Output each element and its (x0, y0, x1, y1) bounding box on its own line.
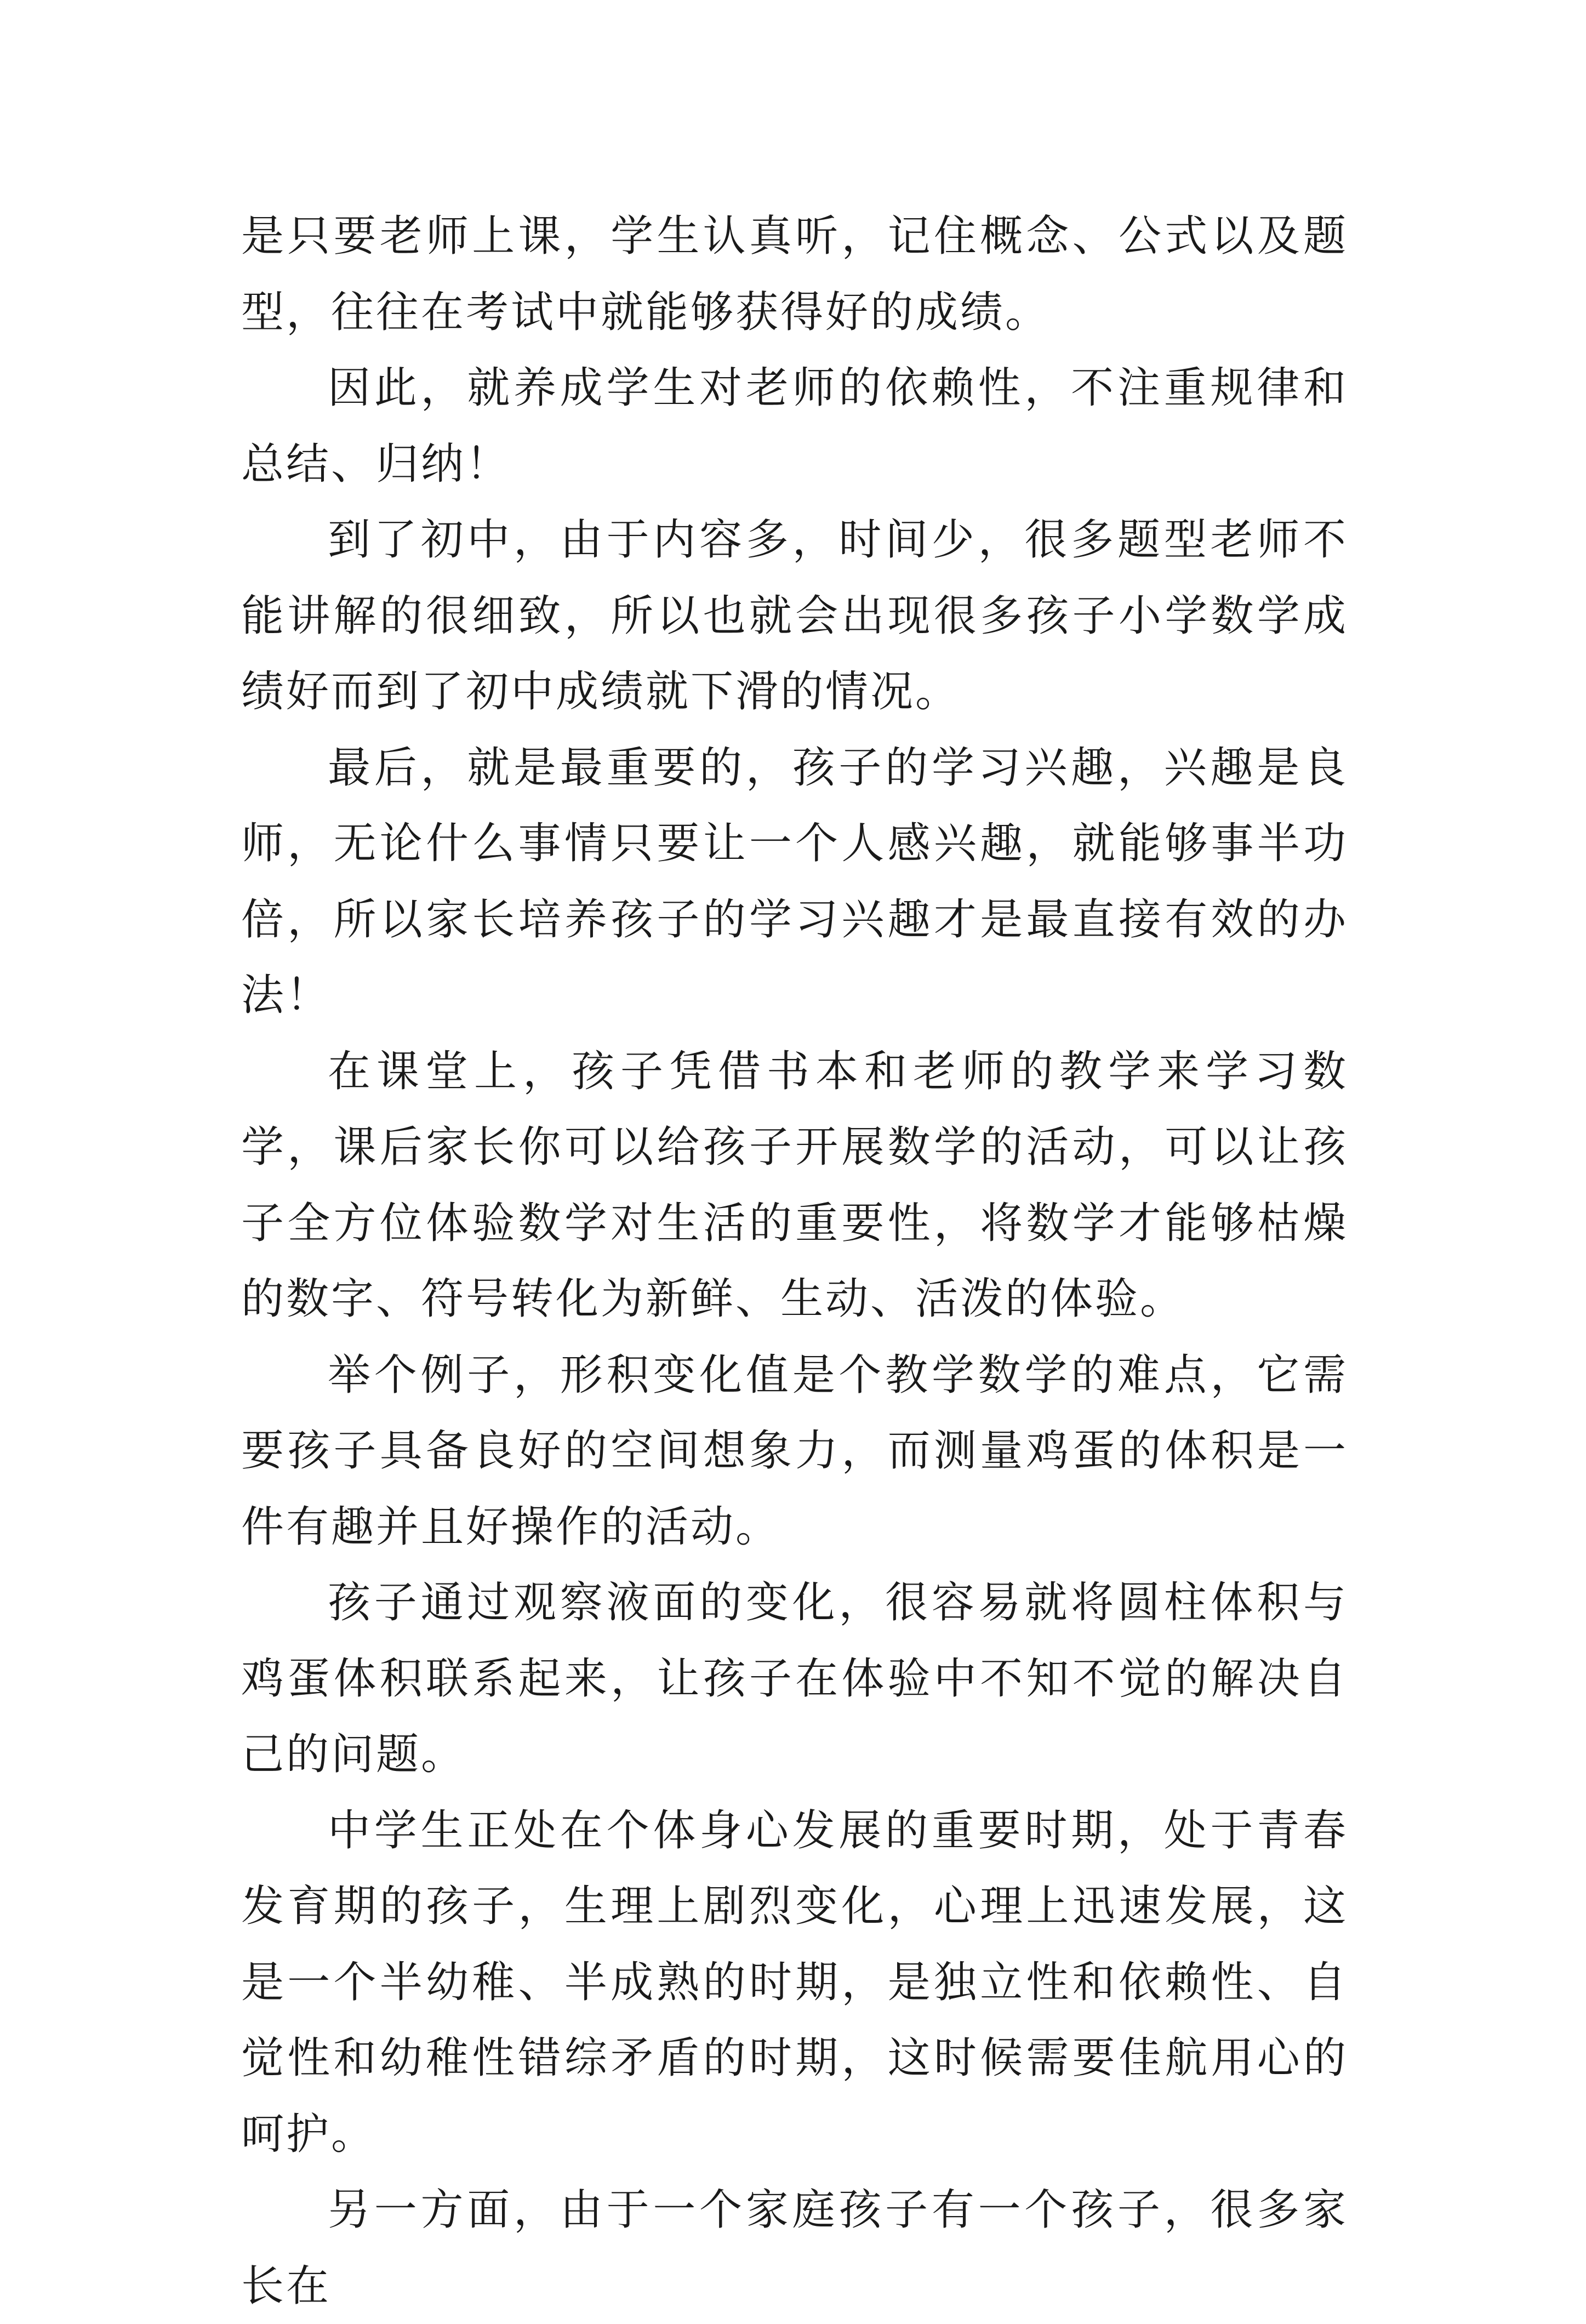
paragraph-family: 另一方面，由于一个家庭孩子有一个孩子，很多家长在 (241, 2185, 1348, 2311)
paragraph-dependence: 因此，就养成学生对老师的依赖性，不注重规律和总结、归纳！ (241, 363, 1348, 489)
paragraph-adolescence: 中学生正处在个体身心发展的重要时期，处于青春发育期的孩子，生理上剧烈变化，心理上迅速发展，这是一个半幼稚、半成熟的时期，是独立性和依赖性、自觉性和幼稚性错综矛盾的时期，这时候需要佳航用心的呵护。 (241, 1805, 1348, 2159)
body-text (241, 198, 1348, 2324)
paragraph-example: 举个例子，形积变化值是个教学数学的难点，它需要孩子具备良好的空间想象力，而测量鸡蛋的体积是一件有趣并且好操作的活动。 (241, 1350, 1348, 1552)
paragraph-continuation: 是只要老师上课，学生认真听，记住概念、公式以及题型，往往在考试中就能够获得好的成绩。 (241, 212, 1348, 337)
paragraph-interest: 最后，就是最重要的，孩子的学习兴趣，兴趣是良师，无论什么事情只要让一个人感兴趣，就能够事半功倍，所以家长培养孩子的学习兴趣才是最直接有效的办法！ (241, 743, 1348, 1020)
paragraph-junior-high: 到了初中，由于内容多，时间少，很多题型老师不能讲解的很细致，所以也就会出现很多孩子小学数学成绩好而到了初中成绩就下滑的情况。 (241, 515, 1348, 716)
paragraph-observation: 孩子通过观察液面的变化，很容易就将圆柱体积与鸡蛋体积联系起来，让孩子在体验中不知不觉的解决自己的问题。 (241, 1578, 1348, 1779)
paragraph-classroom: 在课堂上，孩子凭借书本和老师的教学来学习数学，课后家长你可以给孩子开展数学的活动，可以让孩子全方位体验数学对生活的重要性，将数学才能够枯燥的数字、符号转化为新鲜、生动、活泼的体验。 (241, 1046, 1348, 1324)
